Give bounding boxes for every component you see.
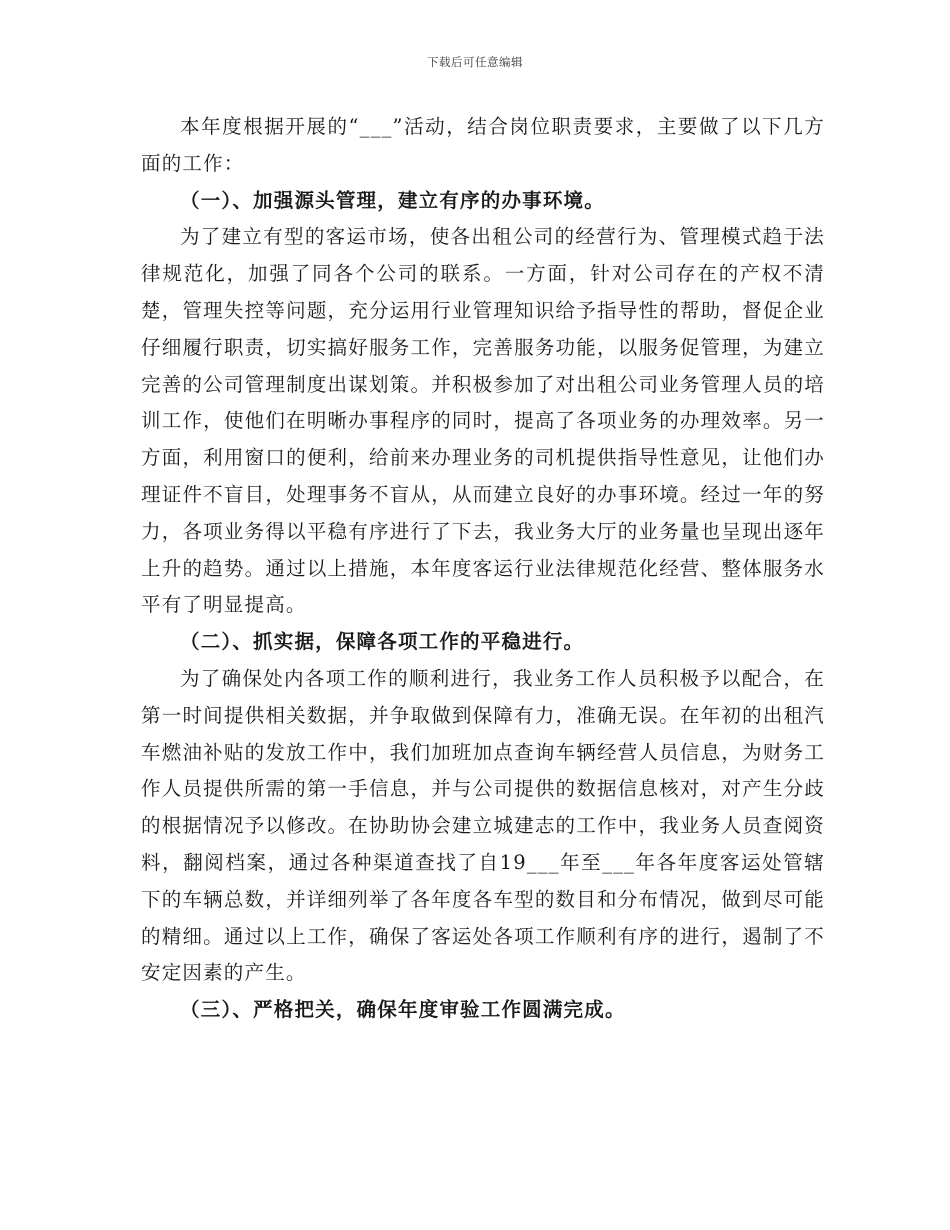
page-header-note: 下载后可任意编辑 bbox=[427, 55, 523, 69]
document-body bbox=[141, 109, 825, 1029]
section-2-paragraph: 为了确保处内各项工作的顺利进行，我业务工作人员积极予以配合，在第一时间提供相关数据，并争取做到保障有力，准确无误。在年初的出租汽车燃油补贴的发放工作中，我们加班加点查询车辆经营人员信息，为财务工作人员提供所需的第一手信息，并与公司提供的数据信息核对，对产生分歧的根据情况予以修改。在协助协会建立城建志的工作中，我业务人员查阅资料，翻阅档案，通过各种渠道查找了自19___年至___年各年度客运处管辖下的车辆总数，并详细列举了各年度各车型的数目和分布情况，做到尽可能的精细。通过以上工作，确保了客运处各项工作顺利有序的进行，遏制了不安定因素的产生。 bbox=[141, 666, 825, 985]
section-1-heading: （一）、加强源头管理，建立有序的办事环境。 bbox=[180, 188, 605, 212]
section-2-heading: （二）、抓实据，保障各项工作的平稳进行。 bbox=[180, 630, 585, 654]
section-1-paragraph: 为了建立有型的客运市场，使各出租公司的经营行为、管理模式趋于法律规范化，加强了同各个公司的联系。一方面，针对公司存在的产权不清楚，管理失控等问题，充分运用行业管理知识给予指导性的帮助，督促企业仔细履行职责，切实搞好服务工作，完善服务功能，以服务促管理，为建立完善的公司管理制度出谋划策。并积极参加了对出租公司业务管理人员的培训工作，使他们在明晰办事程序的同时，提高了各项业务的办理效率。另一方面，利用窗口的便利，给前来办理业务的司机提供指导性意见，让他们办理证件不盲目，处理事务不盲从，从而建立良好的办事环境。经过一年的努力，各项业务得以平稳有序进行了下去，我业务大厅的业务量也呈现出逐年上升的趋势。通过以上措施，本年度客运行业法律规范化经营、整体服务水平有了明显提高。 bbox=[141, 225, 825, 617]
intro-paragraph: 本年度根据开展的“___”活动，结合岗位职责要求，主要做了以下几方面的工作： bbox=[141, 115, 825, 175]
section-3-heading: （三）、严格把关，确保年度审验工作圆满完成。 bbox=[180, 998, 626, 1022]
